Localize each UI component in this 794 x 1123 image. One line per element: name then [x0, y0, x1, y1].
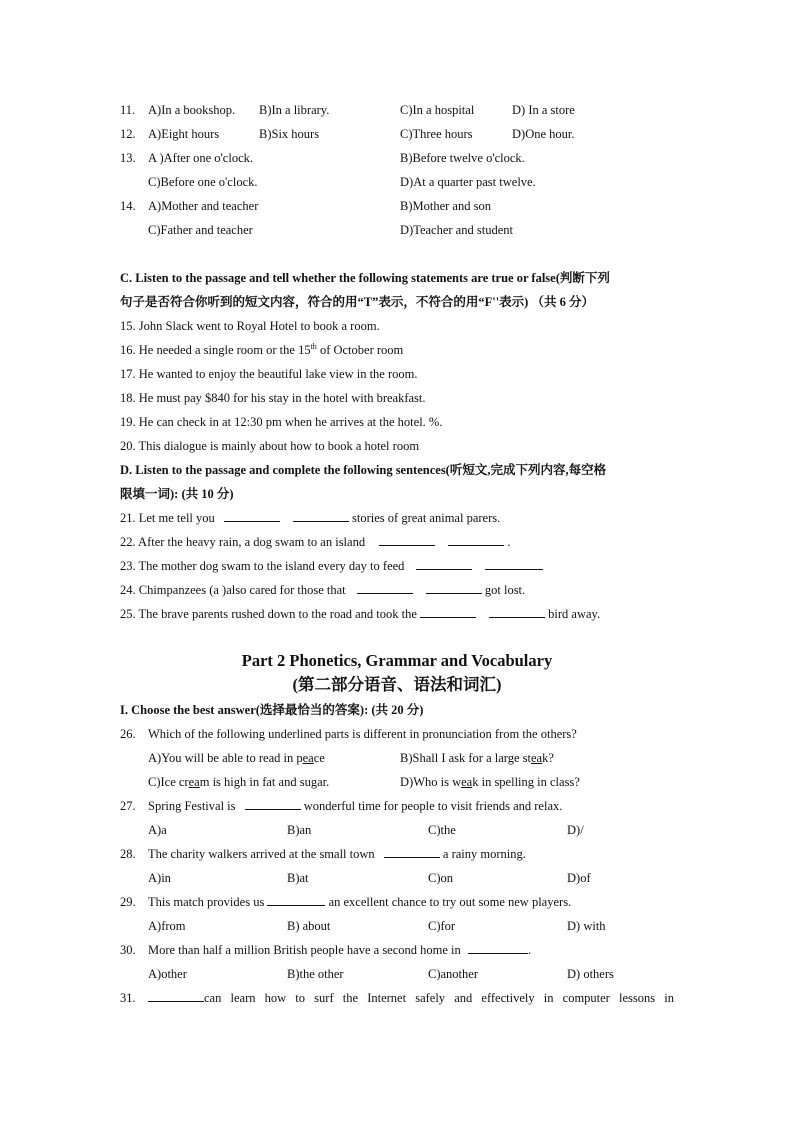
option-c: C)Ice cream is high in fat and sugar. — [148, 775, 330, 789]
section-c-heading: C. Listen to the passage and tell whether the following statements are true or false(判断下列 — [120, 271, 610, 285]
option-b: B)Shall I ask for a large steak? — [400, 751, 554, 765]
option-d: D) others — [567, 967, 614, 981]
option-b: B)the other — [287, 967, 344, 981]
blank-input[interactable] — [485, 558, 543, 570]
q31-word: in — [664, 991, 674, 1005]
blank-input[interactable] — [416, 558, 472, 570]
question-number: 11. — [120, 103, 136, 117]
question-number: 30. — [120, 943, 136, 957]
q31-word: lessons — [619, 991, 656, 1005]
question-stem: Which of the following underlined parts is different in pronunciation from the others? — [148, 727, 577, 741]
question-stem: The charity walkers arrived at the small town a rainy morning. — [148, 847, 526, 861]
option-c: C)the — [428, 823, 456, 837]
blank-input[interactable] — [489, 606, 545, 618]
option-b: B)Before twelve o'clock. — [400, 151, 525, 165]
question-number: 26. — [120, 727, 136, 741]
option-b: B)at — [287, 871, 309, 885]
option-a: A)other — [148, 967, 187, 981]
option-a: A )After one o'clock. — [148, 151, 253, 165]
blank-input[interactable] — [420, 606, 476, 618]
question-stem: Spring Festival is wonderful time for people to visit friends and relax. — [148, 799, 563, 813]
option-c: C)for — [428, 919, 456, 933]
option-d: D)Who is weak in spelling in class? — [400, 775, 580, 789]
section-d-heading-cont: 限填一词): (共 10 分) — [120, 487, 234, 501]
blank-input[interactable] — [384, 846, 440, 858]
statement-16-tail: of October room — [316, 343, 404, 357]
blank-input[interactable] — [357, 582, 413, 594]
option-a: A)Mother and teacher — [148, 199, 259, 213]
sentence-22 — [120, 534, 510, 550]
q31-word: computer — [562, 991, 610, 1005]
option-c: C)Three hours — [400, 127, 473, 141]
statement-16 — [120, 342, 403, 358]
question-number: 29. — [120, 895, 136, 909]
section-d-heading: D. Listen to the passage and complete the following sentences(听短文,完成下列内容,每空格 — [120, 463, 607, 477]
option-b: B) about — [287, 919, 331, 933]
q31-word: safely — [415, 991, 446, 1005]
blank-input[interactable] — [468, 942, 528, 954]
sentence-text: stories of great animal parers. — [348, 511, 501, 525]
q31-word: and — [454, 991, 473, 1005]
statement-15: 15. John Slack went to Royal Hotel to book a room. — [120, 319, 380, 333]
option-d: D)/ — [567, 823, 584, 837]
question-31-stem — [148, 990, 674, 1006]
sentence-text: 24. Chimpanzees (a )also cared for those that — [120, 583, 349, 597]
q31-word: in — [543, 991, 554, 1005]
sentence-text: got lost. — [481, 583, 526, 597]
sentence-text: . — [504, 535, 511, 549]
option-a: A)from — [148, 919, 186, 933]
statement-16-text: 16. He needed a single room or the 15 — [120, 343, 311, 357]
section-c-heading-cont: 句子是否符合你听到的短文内容，符合的用“T”表示，不符合的用“F''表示) （共 6 分） — [120, 295, 594, 309]
question-number: 27. — [120, 799, 136, 813]
option-d: D)At a quarter past twelve. — [400, 175, 536, 189]
blank-input[interactable] — [245, 798, 301, 810]
sentence-text: 23. The mother dog swam to the island every day to feed — [120, 559, 408, 573]
option-c: C)Father and teacher — [148, 223, 253, 237]
option-d: D)Teacher and student — [400, 223, 513, 237]
sentence-text: bird away. — [545, 607, 601, 621]
blank-input[interactable] — [448, 534, 504, 546]
option-a: A)a — [148, 823, 167, 837]
question-number: 28. — [120, 847, 136, 861]
sentence-24 — [120, 582, 525, 598]
blank-input[interactable] — [379, 534, 435, 546]
q31-word: to — [295, 991, 306, 1005]
option-b: B)In a library. — [259, 103, 330, 117]
q31-word: the — [342, 991, 359, 1005]
option-a: A)Eight hours — [148, 127, 220, 141]
question-number: 31. — [120, 991, 136, 1005]
statement-17: 17. He wanted to enjoy the beautiful lake view in the room. — [120, 367, 418, 381]
option-c: C)Before one o'clock. — [148, 175, 258, 189]
option-b: B)Mother and son — [400, 199, 491, 213]
option-c: C)In a hospital — [400, 103, 475, 117]
section-i-heading: I. Choose the best answer(选择最恰当的答案): (共 20 分) — [120, 703, 424, 717]
q31-word: learn — [230, 991, 256, 1005]
question-stem: More than half a million British people have a second home in . — [148, 943, 532, 957]
option-c: C)on — [428, 871, 453, 885]
option-b: B)Six hours — [259, 127, 320, 141]
question-stem: This match provides us an excellent chance to try out some new players. — [148, 895, 572, 909]
option-a: A)in — [148, 871, 171, 885]
option-b: B)an — [287, 823, 312, 837]
sentence-text: 22. After the heavy rain, a dog swam to an island — [120, 535, 369, 549]
superscript: th — [310, 341, 317, 351]
question-number: 12. — [120, 127, 136, 141]
part-2-title: Part 2 Phonetics, Grammar and Vocabulary — [241, 651, 553, 670]
blank-input[interactable] — [426, 582, 482, 594]
q31-word: how — [264, 991, 287, 1005]
option-a: A)You will be able to read in peace — [148, 751, 325, 765]
q31-word: surf — [314, 991, 334, 1005]
question-number: 13. — [120, 151, 136, 165]
option-d: D) In a store — [512, 103, 575, 117]
sentence-21 — [120, 510, 500, 526]
sentence-23 — [120, 558, 543, 574]
statement-20: 20. This dialogue is mainly about how to book a hotel room — [120, 439, 420, 453]
option-c: C)another — [428, 967, 478, 981]
option-d: D)of — [567, 871, 591, 885]
statement-19: 19. He can check in at 12:30 pm when he arrives at the hotel. %. — [120, 415, 443, 429]
q31-word: Internet — [367, 991, 407, 1005]
blank-input[interactable] — [293, 510, 349, 522]
question-number: 14. — [120, 199, 136, 213]
q31-word: effectively — [481, 991, 535, 1005]
part-2-subtitle: (第二部分语音、语法和词汇) — [292, 675, 502, 694]
sentence-text: 25. The brave parents rushed down to the road and took the — [120, 607, 421, 621]
option-d: D) with — [567, 919, 606, 933]
sentence-25 — [120, 606, 600, 622]
statement-18: 18. He must pay $840 for his stay in the hotel with breakfast. — [120, 391, 426, 405]
q31-first: can — [148, 990, 221, 1006]
blank-input[interactable] — [224, 510, 280, 522]
blank-input[interactable] — [148, 990, 204, 1002]
sentence-text: 21. Let me tell you — [120, 511, 218, 525]
option-a: A)In a bookshop. — [148, 103, 236, 117]
option-d: D)One hour. — [512, 127, 575, 141]
blank-input[interactable] — [267, 894, 325, 906]
